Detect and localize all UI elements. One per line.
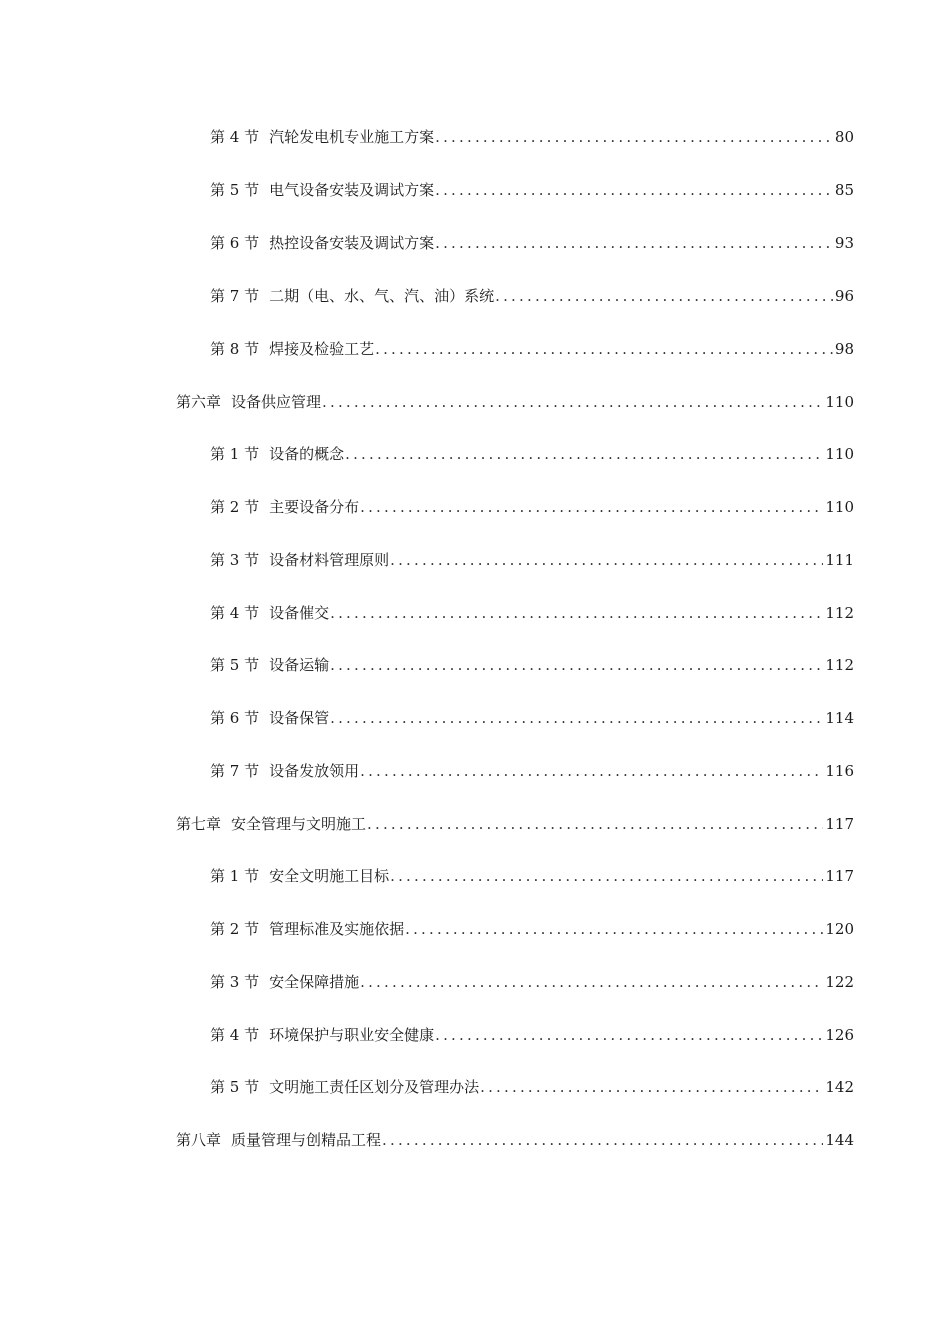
page-number: 142: [825, 1078, 854, 1096]
toc-entry-section[interactable]: [210, 1024, 854, 1046]
page-number: 111: [825, 551, 854, 569]
section-number: 第 6 节: [210, 234, 260, 252]
dot-leader: [360, 496, 823, 518]
dot-leader: [480, 1076, 823, 1098]
toc-entry-section[interactable]: [210, 654, 854, 676]
section-title: 电气设备安装及调试方案: [269, 181, 435, 199]
section-number: 第 2 节: [210, 498, 260, 516]
toc-entry-section[interactable]: [210, 1076, 854, 1098]
section-title: 热控设备安装及调试方案: [269, 234, 435, 252]
section-number: 第 3 节: [210, 973, 260, 991]
dot-leader: [345, 443, 823, 465]
toc-entry-section[interactable]: [210, 126, 854, 148]
dot-leader: [435, 1024, 823, 1046]
dot-leader: [382, 1129, 823, 1151]
page-number: 116: [825, 762, 854, 780]
toc-entry-section[interactable]: [210, 285, 854, 307]
section-number: 第 1 节: [210, 445, 260, 463]
page-number: 110: [825, 393, 854, 411]
page-number: 93: [834, 234, 854, 252]
section-number: 第 4 节: [210, 1026, 260, 1044]
toc-entry-section[interactable]: [210, 338, 854, 360]
dot-leader: [367, 813, 823, 835]
dot-leader: [330, 602, 823, 624]
dot-leader: [360, 971, 823, 993]
toc-entry-section[interactable]: [210, 443, 854, 465]
toc-entry-section[interactable]: [210, 179, 854, 201]
dot-leader: [390, 865, 823, 887]
section-number: 第 4 节: [210, 128, 260, 146]
toc-entry-section[interactable]: [210, 918, 854, 940]
section-title: 设备催交: [269, 604, 330, 622]
page-number: 120: [825, 920, 854, 938]
section-title: 汽轮发电机专业施工方案: [269, 128, 435, 146]
dot-leader: [360, 760, 823, 782]
chapter-number: 第六章: [176, 393, 222, 411]
section-number: 第 5 节: [210, 656, 260, 674]
page-number: 110: [825, 498, 854, 516]
chapter-number: 第七章: [176, 815, 222, 833]
section-title: 设备发放领用: [269, 762, 360, 780]
dot-leader: [322, 391, 823, 413]
section-title: 二期（电、水、气、汽、油）系统: [269, 287, 495, 305]
section-title: 文明施工责任区划分及管理办法: [269, 1078, 480, 1096]
page-number: 122: [825, 973, 854, 991]
toc-entry-chapter[interactable]: [176, 391, 854, 413]
page-number: 98: [834, 340, 854, 358]
toc-entry-section[interactable]: [210, 602, 854, 624]
toc-entry-chapter[interactable]: [176, 1129, 854, 1151]
section-title: 设备的概念: [269, 445, 345, 463]
section-title: 环境保护与职业安全健康: [269, 1026, 435, 1044]
page-number: 114: [825, 709, 854, 727]
dot-leader: [435, 126, 833, 148]
section-title: 设备保管: [269, 709, 330, 727]
dot-leader: [495, 285, 833, 307]
page-number: 144: [825, 1131, 854, 1149]
chapter-title: 质量管理与创精品工程: [231, 1131, 382, 1149]
chapter-title: 设备供应管理: [231, 393, 322, 411]
section-number: 第 1 节: [210, 867, 260, 885]
section-title: 安全保障措施: [269, 973, 360, 991]
dot-leader: [390, 549, 823, 571]
section-number: 第 7 节: [210, 287, 260, 305]
page-number: 80: [834, 128, 854, 146]
toc-entry-section[interactable]: [210, 496, 854, 518]
section-number: 第 3 节: [210, 551, 260, 569]
section-number: 第 4 节: [210, 604, 260, 622]
section-title: 主要设备分布: [269, 498, 360, 516]
dot-leader: [330, 654, 823, 676]
dot-leader: [330, 707, 823, 729]
toc-entry-section[interactable]: [210, 865, 854, 887]
section-number: 第 6 节: [210, 709, 260, 727]
toc-entry-chapter[interactable]: [176, 813, 854, 835]
section-number: 第 5 节: [210, 1078, 260, 1096]
section-number: 第 8 节: [210, 340, 260, 358]
toc-entry-section[interactable]: [210, 549, 854, 571]
chapter-title: 安全管理与文明施工: [231, 815, 367, 833]
page-number: 126: [825, 1026, 854, 1044]
page-number: 117: [825, 867, 854, 885]
section-number: 第 7 节: [210, 762, 260, 780]
section-title: 焊接及检验工艺: [269, 340, 375, 358]
page-number: 96: [834, 287, 854, 305]
section-title: 安全文明施工目标: [269, 867, 390, 885]
dot-leader: [435, 232, 833, 254]
toc-entry-section[interactable]: [210, 971, 854, 993]
section-title: 设备材料管理原则: [269, 551, 390, 569]
page-number: 85: [834, 181, 854, 199]
dot-leader: [405, 918, 823, 940]
page-number: 110: [825, 445, 854, 463]
section-number: 第 5 节: [210, 181, 260, 199]
section-number: 第 2 节: [210, 920, 260, 938]
page-number: 112: [825, 656, 854, 674]
dot-leader: [435, 179, 833, 201]
toc-entry-section[interactable]: [210, 232, 854, 254]
page-number: 112: [825, 604, 854, 622]
dot-leader: [375, 338, 833, 360]
toc-entry-section[interactable]: [210, 760, 854, 782]
section-title: 管理标准及实施依据: [269, 920, 405, 938]
section-title: 设备运输: [269, 656, 330, 674]
chapter-number: 第八章: [176, 1131, 222, 1149]
page-number: 117: [825, 815, 854, 833]
toc-entry-section[interactable]: [210, 707, 854, 729]
